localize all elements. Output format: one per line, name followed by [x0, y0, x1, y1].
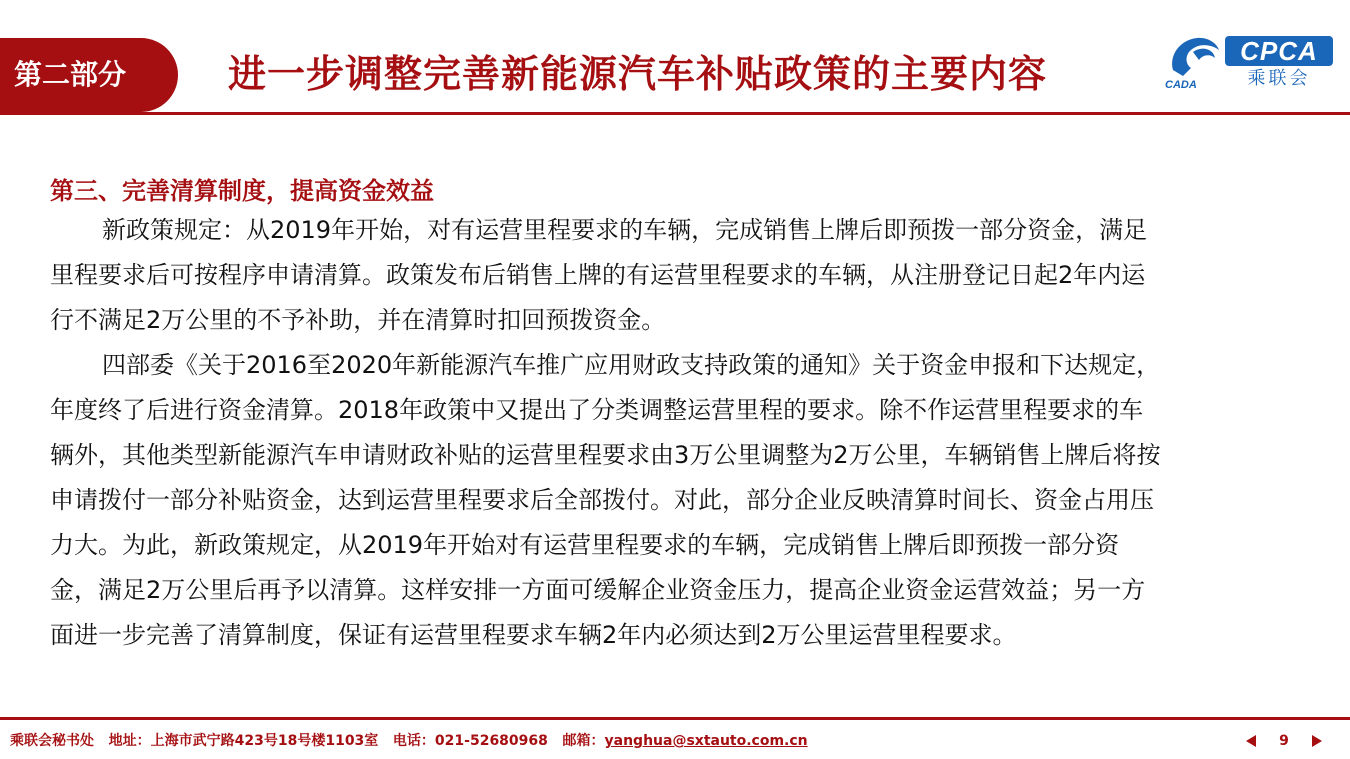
paragraph-line: 里程要求后可按程序申请清算。政策发布后销售上牌的有运营里程要求的车辆，从注册登记日起2年内运	[50, 261, 1146, 289]
paragraph-line: 行不满足2万公里的不予补助，并在清算时扣回预拨资金。	[50, 306, 666, 334]
cpca-logo-icon	[1163, 30, 1225, 92]
slide-pager	[1246, 730, 1322, 752]
next-page-icon[interactable]	[1312, 735, 1322, 747]
footer-phone: 电话：021-52680968	[392, 733, 548, 749]
logo-brand: CPCA	[1225, 36, 1333, 66]
paragraph-1	[50, 208, 1290, 343]
paragraph-2	[50, 343, 1290, 658]
page-number: 9	[1279, 733, 1289, 749]
paragraph-line: 面进一步完善了清算制度，保证有运营里程要求车辆2年内必须达到2万公里运营里程要求。	[50, 621, 1017, 649]
section-heading: 第三、完善清算制度，提高资金效益	[50, 177, 434, 205]
paragraph-line: 年度终了后进行资金清算。2018年政策中又提出了分类调整运营里程的要求。除不作运营里程要求的车	[50, 396, 1144, 424]
paragraph-line: 新政策规定：从2019年开始，对有运营里程要求的车辆，完成销售上牌后即预拨一部分资金，满足	[102, 216, 1148, 244]
slide-header	[0, 0, 1350, 116]
footer-org: 乘联会秘书处	[10, 733, 94, 749]
logo-mark-text: CADA	[1165, 79, 1197, 91]
paragraph-line: 力大。为此，新政策规定，从2019年开始对有运营里程要求的车辆，完成销售上牌后即预拨一部分资	[50, 531, 1120, 559]
section-tag: 第二部分	[0, 38, 178, 112]
footer-divider	[0, 717, 1350, 720]
page-title: 进一步调整完善新能源汽车补贴政策的主要内容	[228, 52, 1048, 96]
logo-brand-cn: 乘联会	[1247, 68, 1311, 89]
footer-info	[10, 730, 808, 752]
paragraph-line: 金，满足2万公里后再予以清算。这样安排一方面可缓解企业资金压力，提高企业资金运营效益；另一方	[50, 576, 1146, 604]
prev-page-icon[interactable]	[1246, 735, 1256, 747]
slide-content	[50, 174, 1290, 658]
cpca-logo	[1163, 30, 1343, 92]
paragraph-line: 四部委《关于2016至2020年新能源汽车推广应用财政支持政策的通知》关于资金申报和下达规定，	[102, 351, 1161, 379]
footer-email-link[interactable]: yanghua@sxtauto.com.cn	[604, 733, 808, 749]
footer-email-label: 邮箱：	[562, 733, 605, 749]
paragraph-line: 申请拨付一部分补贴资金，达到运营里程要求后全部拨付。对此，部分企业反映清算时间长、资金占用压	[50, 486, 1154, 514]
paragraph-line: 辆外，其他类型新能源汽车申请财政补贴的运营里程要求由3万公里调整为2万公里，车辆销售上牌后将按	[50, 441, 1161, 469]
header-divider	[0, 112, 1350, 115]
footer-address: 地址：上海市武宁路423号18号楼1103室	[108, 733, 379, 749]
